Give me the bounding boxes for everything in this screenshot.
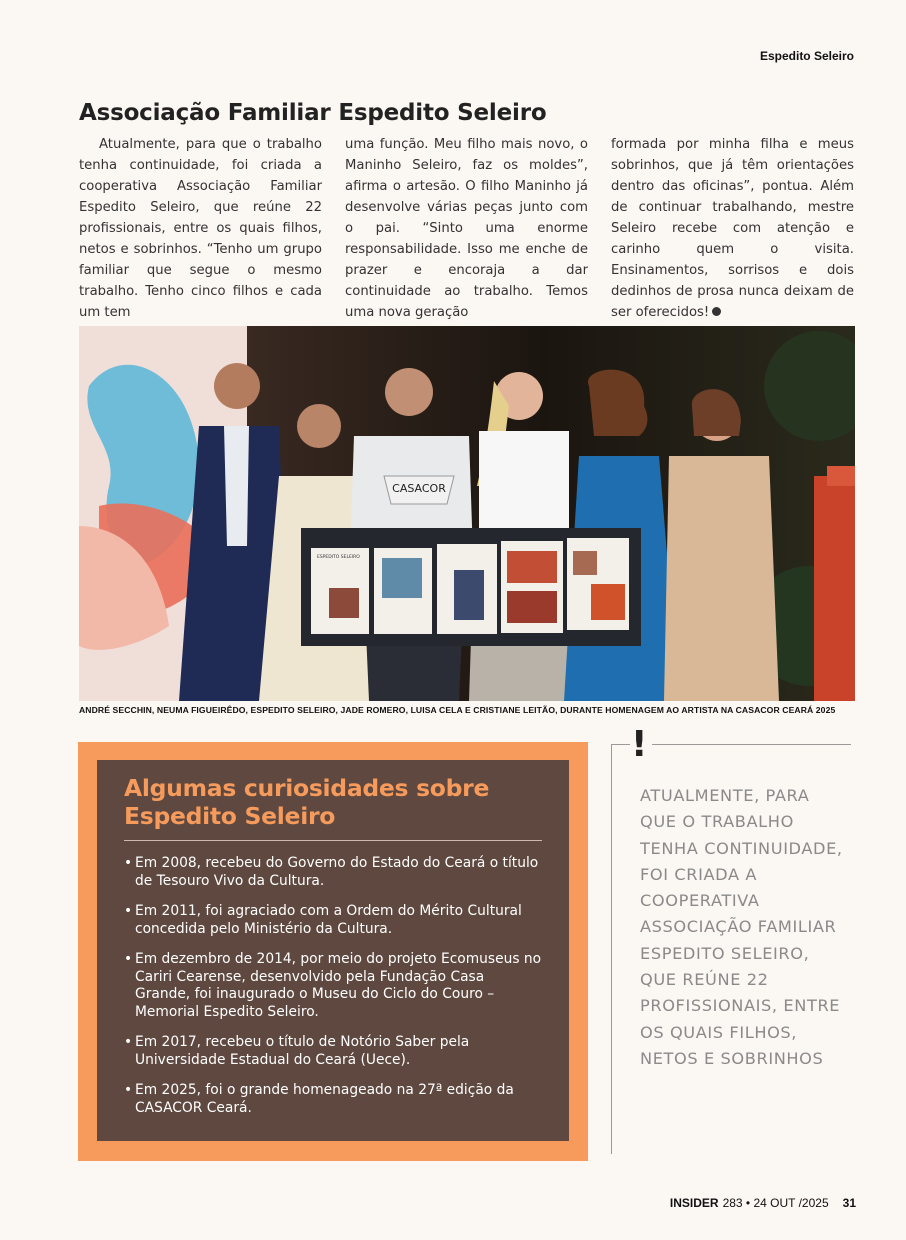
article-column-1 (79, 134, 322, 323)
pull-quote-text: ATUALMENTE, PARA QUE O TRABALHO TENHA CONTINUIDADE, FOI CRIADA A COOPERATIVA ASSOCIAÇÃO FAMILIAR ESPEDITO SELEIRO, QUE REÚNE 22 PROFISSIONAIS, ENTRE OS QUAIS FILHOS, NETOS E SOBRINHOS (640, 786, 843, 1068)
list-item: • Em 2025, foi o grande homenageado na 27ª edição da CASACOR Ceará. (124, 1082, 542, 1117)
article-column-3 (611, 134, 854, 323)
column-1-text: Atualmente, para que o trabalho tenha continuidade, foi criada a cooperativa Associação Familiar Espedito Seleiro, que reúne 22 profissionais, entre os quais filhos, netos e sobrinhos. “Tenho um grupo familiar que segue o mesmo trabalho. Tenho cinco filhos e cada um tem (79, 137, 322, 320)
page-number: 31 (842, 1196, 856, 1210)
pull-quote-vertical-rule (611, 744, 612, 1154)
article-title: Associação Familiar Espedito Seleiro (79, 100, 547, 126)
pull-quote-rule-left (611, 744, 630, 745)
column-2-text: uma função. Meu filho mais novo, o Maninho Seleiro, faz os moldes”, afirma o artesão. O filho Maninho já desenvolve várias peças junto com o pai. “Sinto uma enorme responsabilidade. Isso me enche de prazer e encoraja a dar continuidade ao trabalho. Temos uma nova geração (345, 137, 588, 320)
section-header: Espedito Seleiro (759, 49, 854, 63)
frame-heading-text: ESPEDITO SELEIRO (317, 555, 360, 560)
curiosities-title: Algumas curiosidades sobre Espedito Seleiro (124, 774, 542, 841)
curiosities-panel (97, 760, 569, 1141)
article-body (79, 134, 855, 323)
end-of-article-icon (712, 307, 721, 316)
article-column-2 (345, 134, 588, 323)
event-photo-illustration (79, 326, 855, 701)
issue-info: 283 • 24 OUT /2025 (722, 1196, 829, 1210)
trophy-text: CASACOR (392, 482, 446, 495)
list-item: • Em 2011, foi agraciado com a Ordem do Mérito Cultural concedida pelo Ministério da Cultura. (124, 903, 542, 938)
photo-caption: ANDRÉ SECCHIN, NEUMA FIGUEIRÊDO, ESPEDITO SELEIRO, JADE ROMERO, LUISA CELA E CRISTIANE LEITÃO, DURANTE HOMENAGEM AO ARTISTA NA CASACOR CEARÁ 2025 (79, 705, 836, 715)
curiosities-list (124, 855, 542, 1117)
event-photo (79, 326, 855, 701)
list-item: • Em 2017, recebeu o título de Notório Saber pela Universidade Estadual do Ceará (Uece). (124, 1034, 542, 1069)
magazine-name: INSIDER (669, 1196, 719, 1210)
page-footer (670, 1196, 856, 1210)
list-item: • Em dezembro de 2014, por meio do projeto Ecomuseus no Cariri Cearense, desenvolvido pela Fundação Casa Grande, foi inaugurado o Museu do Ciclo do Couro – Memorial Espedito Seleiro. (124, 951, 542, 1021)
column-3-paragraph (611, 134, 854, 323)
exclamation-icon: ! (631, 724, 648, 765)
pull-quote (611, 724, 855, 1156)
pull-quote-rule-right (652, 744, 851, 745)
list-item: • Em 2008, recebeu do Governo do Estado do Ceará o título de Tesouro Vivo da Cultura. (124, 855, 542, 890)
curiosities-box (78, 742, 588, 1161)
column-3-text: formada por minha filha e meus sobrinhos, que já têm orientações dentro das oficinas”, pontua. Além de continuar trabalhando, mestre Seleiro recebe com atenção e carinho quem o visita. Ensinamentos, sorrisos e dois dedinhos de prosa nunca deixam de ser oferecidos! (611, 137, 854, 320)
